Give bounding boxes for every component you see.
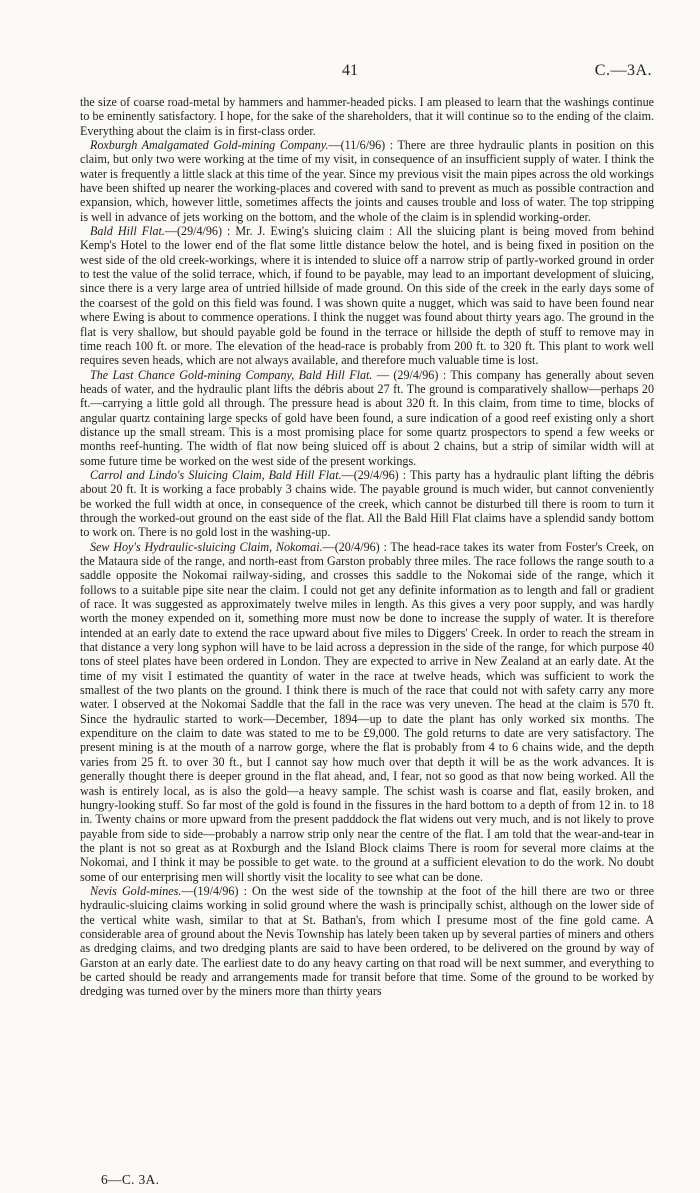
paragraph-text: —(29/4/96) : Mr. J. Ewing's sluicing claim : All the sluicing plant is being moved from behind Kemp's Hotel to the lower end of the flat some little distance below the hotel, and is being fixed in position on the west side of the old creek-workings, where it is intended to sluice off a narrow strip of partly-worked ground in order to test the value of the solid terrace, which, if found to be payable, may lead to an important development of sluicing, since there is a very large area of untried hillside of made ground. On this side of the creek in the early days some of the coarsest of the gold on this field was found. I was shown quite a nugget, which was said to have been found near where Ewing is about to commence operations. I think the nugget was found about thirty years ago. The ground in the flat is very shallow, but should payable gold be found in the terrace or hillside the depth of stuff to remove may in time reach 100 ft. or more. The elevation of the head-race is probably from 200 ft. to 320 ft. This plant to work well requires seven heads, which are not always available, and therefore much valuable time is lost. xyxy=(80,224,654,368)
paragraph-heading: Nevis Gold-mines. xyxy=(90,883,182,898)
paragraph-text: —(20/4/96) : The head-race takes its water from Foster's Creek, on the Mataura side of the range, and north-east from Garston probably three miles. The race follows the range south to a saddle opposite the Nokomai railway-siding, and crosses this saddle to the Nokomai side of the range, which it follows to a suitable pipe site near the claim. I could not get any definite information as to length and fall or gradient of race. It was suggested as approximately twelve miles in length. As this gives a very poor supply, and was hardly worth the money expended on it, something more must now be done to increase the supply of water. It is therefore intended at an early date to extend the race upward about five miles to Diggers' Creek. In order to reach the stream in that distance a very long syphon will have to be laid across a depression in the side of the range, for which purpose 40 tons of steel plates have been ordered in London. They are expected to arrive in New Zealand at an early date. At the time of my visit I estimated the quantity of water in the race at twelve heads, which was sufficient to work the smallest of the two plants on the ground. I think there is much of the race that could not with safety carry any more water. I observed at the Nokomai Saddle that the fall in the race was very uneven. The head at the claim is 570 ft. Since the hydraulic started to work—December, 1894—up to date the plant has only worked six months. The expenditure on the claim to date was stated to me to be £9,000. The gold returns to date are very satisfactory. The present mining is at the mouth of a narrow gorge, where the flat is probably from 4 to 6 chains wide, and the depth varies from 25 ft. to over 30 ft., but I cannot say how much over that depth it will be as the work advances. It is generally thought there is deeper ground in the flat ahead, and, I fear, not so good as that now being worked. All the wash is entirely local, as is also the gold—a heavy sample. The schist wash is coarse and flat, easily broken, and hungry-looking stuff. So far most of the gold is found in the fissures in the hard bottom to a depth of from 12 in. to 18 in. Twenty chains or more upward from the present padddock the flat widens out very much, and is not likely to prove payable from side to side—probably a narrow strip only near the centre of the flat. I am told that the wear-and-tear in the plant is not so great as at Roxburgh and the Island Block claims There is room for several more claims at the Nokomai, and I think it may be possible to get wate. to the ground at a sufficient elevation to do the work. No doubt some of our enterprising men will shortly visit the locality to see what can be done. xyxy=(80,539,654,884)
document-reference: C.—3A. xyxy=(594,62,652,79)
paragraph-sew-hoy xyxy=(80,540,654,884)
paragraph-heading: Bald Hill Flat. xyxy=(90,224,165,239)
page-number: 41 xyxy=(342,62,358,79)
paragraph-heading: Carrol and Lindo's Sluicing Claim, Bald Hill Flat. xyxy=(90,467,342,482)
paragraph-text: —(11/6/96) : There are three hydraulic plants in position on this claim, but only two were working at the time of my visit, in consequence of an insufficient supply of water. I think the water is frequently a little slack at this time of the year. Since my previous visit the main pipes across the old workings have been shifted up nearer the working-places and covered with sand to prevent as much as possible contraction and expansion, which, however little, sometimes affects the joints and causes trouble and loss of water. The top stripping is well in advance of jets working on the bottom, and the whole of the claim is in splendid working-order. xyxy=(80,138,655,224)
page-footer-signature: 6—C. 3A. xyxy=(101,1172,160,1187)
page-header xyxy=(80,62,652,82)
paragraph-heading: The Last Chance Gold-mining Company, Bald Hill Flat. xyxy=(90,367,373,382)
paragraph-nevis xyxy=(80,884,654,999)
paragraph-text: the size of coarse road-metal by hammers and hammer-headed picks. I am pleased to learn that the washings continue to be eminently satisfactory. I hope, for the sake of the shareholders, that it will continue so to the ending of the claim. Everything about the claim is in first-class order. xyxy=(80,95,654,138)
paragraph-heading: Roxburgh Amalgamated Gold-mining Company. xyxy=(90,138,329,153)
paragraph-heading: Sew Hoy's Hydraulic-sluicing Claim, Nokomai. xyxy=(90,539,323,554)
paragraph-last-chance xyxy=(80,368,654,468)
paragraph-text: —(29/4/96) : This party has a hydraulic plant lifting the débris about 20 ft. It is working a face probably 3 chains wide. The payable ground is much wider, but cannot conveniently be worked the full width at once, in consequence of the creek, which cannot be disturbed till there is room to turn it through the worked-out ground on the east side of the flat. All the Bald Hill Flat claims have a splendid sandy bottom to work on. There is no gold lost in the washing-up. xyxy=(80,467,655,540)
paragraph-roxburgh xyxy=(80,138,654,224)
paragraph-carrol-lindo xyxy=(80,468,654,540)
paragraph-text: — (29/4/96) : This company has generally about seven heads of water, and the hydraulic plant lifts the débris about 27 ft. The ground is comparatively shallow—perhaps 20 ft.—carrying a little gold all through. The pressure head is about 320 ft. In this claim, from time to time, blocks of angular quartz containing large specks of gold have been found, a sure indication of a good reef existing only a short distance up the small stream. This is a most promising place for some quartz prospectors to spend a few weeks or months reef-hunting. The width of flat now being sluiced off is about 2 chains, but a strip of similar width will at some future time be worked on the west side of the present workings. xyxy=(80,367,654,468)
paragraph-text: —(19/4/96) : On the west side of the township at the foot of the hill there are two or three hydraulic-sluicing claims working in solid ground where the wash is principally schist, although on the lower side of the vertical white wash, similar to that at St. Bathan's, from which I presume most of the fine gold came. A considerable area of ground about the Nevis Township has lately been taken up by several parties of miners and others as dredging claims, and two dredging plants are said to have been ordered, to be delivered on the ground by way of Garston at an early date. The earliest date to do any heavy carting on that road will be next summer, and everything to be carted should be ready and arrangements made for transit before that time. Some of the ground to be worked by dredging was turned over by the miners more than thirty years xyxy=(80,883,654,999)
paragraph-continuation xyxy=(80,95,654,138)
paragraph-bald-hill-flat xyxy=(80,224,654,367)
report-body xyxy=(80,95,654,999)
